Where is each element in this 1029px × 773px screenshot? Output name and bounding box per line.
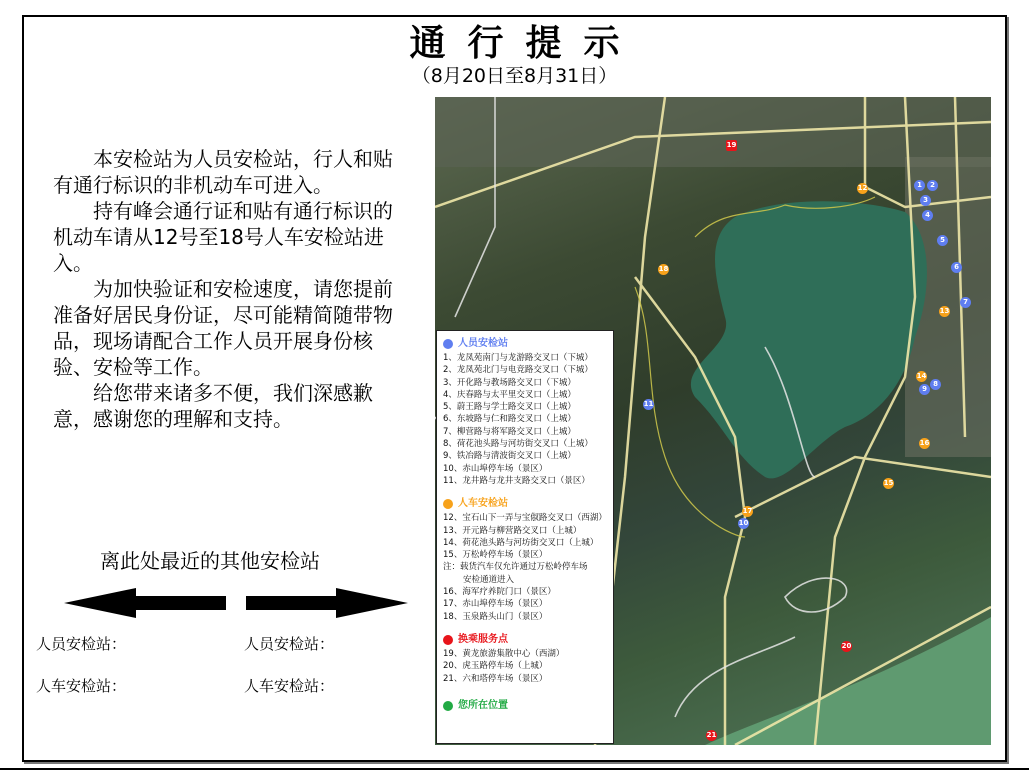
notice-text: [53, 146, 403, 432]
legend-note: 注：载货汽车仅允许通过万松岭停车场: [443, 562, 588, 573]
station-marker-13[interactable]: 13: [939, 307, 950, 315]
bottom-divider: [0, 768, 1029, 770]
station-marker-4[interactable]: 4: [922, 210, 933, 221]
station-marker-17[interactable]: 17: [742, 507, 753, 515]
legend-vehicle-heading: [443, 497, 613, 511]
red-dot-icon: [443, 635, 453, 645]
legend-item: 5、蔚王路与学士路交叉口（上城）: [443, 402, 576, 413]
page-title: 通行提示: [409, 23, 642, 64]
blue-dot-icon: [443, 339, 453, 349]
legend-vehicle-title: 人车安检站: [458, 498, 508, 510]
date-range: （8月20日至8月31日）: [411, 65, 618, 87]
right-vehicle-station-label: 人车安检站：: [244, 677, 335, 695]
station-marker-1[interactable]: 1: [914, 180, 925, 191]
station-marker-12[interactable]: 12: [857, 184, 868, 192]
green-dot-icon: [443, 701, 453, 711]
transfer-marker-21[interactable]: 21: [706, 731, 717, 739]
legend-here-heading: [443, 699, 613, 713]
legend-item: 16、海军疗养院门口（景区）: [443, 587, 556, 598]
arrow-left-icon: [64, 588, 226, 622]
legend-item: 7、柳营路与将军路交叉口（上城）: [443, 426, 576, 437]
station-marker-7[interactable]: 7: [960, 297, 971, 308]
legend-item: 18、玉泉路头山门（景区）: [443, 611, 548, 622]
legend-item: 9、铁冶路与清波街交叉口（上城）: [443, 451, 576, 462]
notice-paragraph: 给您带来诸多不便，我们深感歉意，感谢您的理解和支持。: [53, 381, 373, 431]
legend-item: 19、黄龙旅游集散中心（西湖）: [443, 648, 565, 659]
transfer-marker-20[interactable]: 20: [841, 642, 852, 650]
right-personnel-station-label: 人员安检站：: [244, 635, 335, 653]
legend-item: 13、开元路与柳营路交叉口（上城）: [443, 525, 582, 536]
station-marker-6[interactable]: 6: [951, 262, 962, 273]
legend-item: 11、龙井路与龙井支路交叉口（景区）: [443, 475, 590, 486]
legend-item: 20、虎玉路停车场（上城）: [443, 661, 548, 672]
station-marker-9[interactable]: 9: [919, 384, 930, 395]
station-marker-16[interactable]: 16: [919, 439, 930, 447]
legend-transfer-heading: [443, 633, 613, 647]
legend-item: 8、荷花池头路与河坊街交叉口（上城）: [443, 439, 593, 450]
station-marker-18[interactable]: 18: [658, 265, 669, 273]
nearest-stations-title: 离此处最近的其他安检站: [100, 549, 320, 573]
legend-item: 4、庆春路与太平里交叉口（上城）: [443, 389, 576, 400]
legend-item: 21、六和塔停车场（景区）: [443, 673, 548, 684]
legend-transfer-title: 换乘服务点: [458, 633, 508, 645]
notice-paragraph: 本安检站为人员安检站，行人和贴有通行标识的非机动车可进入。: [53, 147, 393, 197]
legend-personnel-title: 人员安检站: [458, 338, 508, 349]
legend-item: 2、龙凤苑北门与电竞路交叉口（下城）: [443, 365, 593, 376]
legend-item: 17、赤山埠停车场（景区）: [443, 599, 548, 610]
station-marker-11[interactable]: 11: [643, 400, 654, 408]
legend-item: 14、荷花池头路与河坊街交叉口（上城）: [443, 537, 599, 548]
legend-item: 15、万松岭停车场（景区）: [443, 550, 548, 561]
station-marker-5[interactable]: 5: [937, 235, 948, 246]
station-marker-14[interactable]: 14: [916, 372, 927, 380]
legend-item: 6、东坡路与仁和路交叉口（上城）: [443, 414, 576, 425]
station-marker-2[interactable]: 2: [927, 180, 938, 191]
legend-item: 10、赤山埠停车场（景区）: [443, 463, 548, 474]
legend-item: 12、宝石山下一弄与宝俶路交叉口（西湖）: [443, 513, 607, 524]
station-marker-10[interactable]: 10: [738, 519, 749, 527]
transfer-marker-19[interactable]: 19: [726, 141, 737, 149]
legend-personnel-heading: [443, 337, 613, 351]
map-legend: [436, 330, 614, 744]
notice-paragraph: 为加快验证和安检速度，请您提前准备好居民身份证，尽可能精简随带物品，现场请配合工作人员开展身份核验、安检等工作。: [53, 277, 393, 379]
legend-item: 1、龙凤苑南门与龙游路交叉口（下城）: [443, 353, 593, 363]
station-marker-3[interactable]: 3: [920, 195, 931, 206]
station-marker-8[interactable]: 8: [930, 379, 941, 390]
legend-note: 安检通道进入: [463, 574, 515, 585]
arrow-right-icon: [246, 588, 408, 622]
notice-paragraph: 持有峰会通行证和贴有通行标识的机动车请从12号至18号人车安检站进入。: [53, 199, 393, 275]
left-personnel-station-label: 人员安检站：: [36, 635, 127, 653]
legend-item: 3、开化路与教场路交叉口（下城）: [443, 377, 576, 388]
left-vehicle-station-label: 人车安检站：: [36, 677, 127, 695]
station-marker-15[interactable]: 15: [883, 479, 894, 487]
legend-here-title: 您所在位置: [458, 699, 508, 711]
orange-dot-icon: [443, 499, 453, 509]
